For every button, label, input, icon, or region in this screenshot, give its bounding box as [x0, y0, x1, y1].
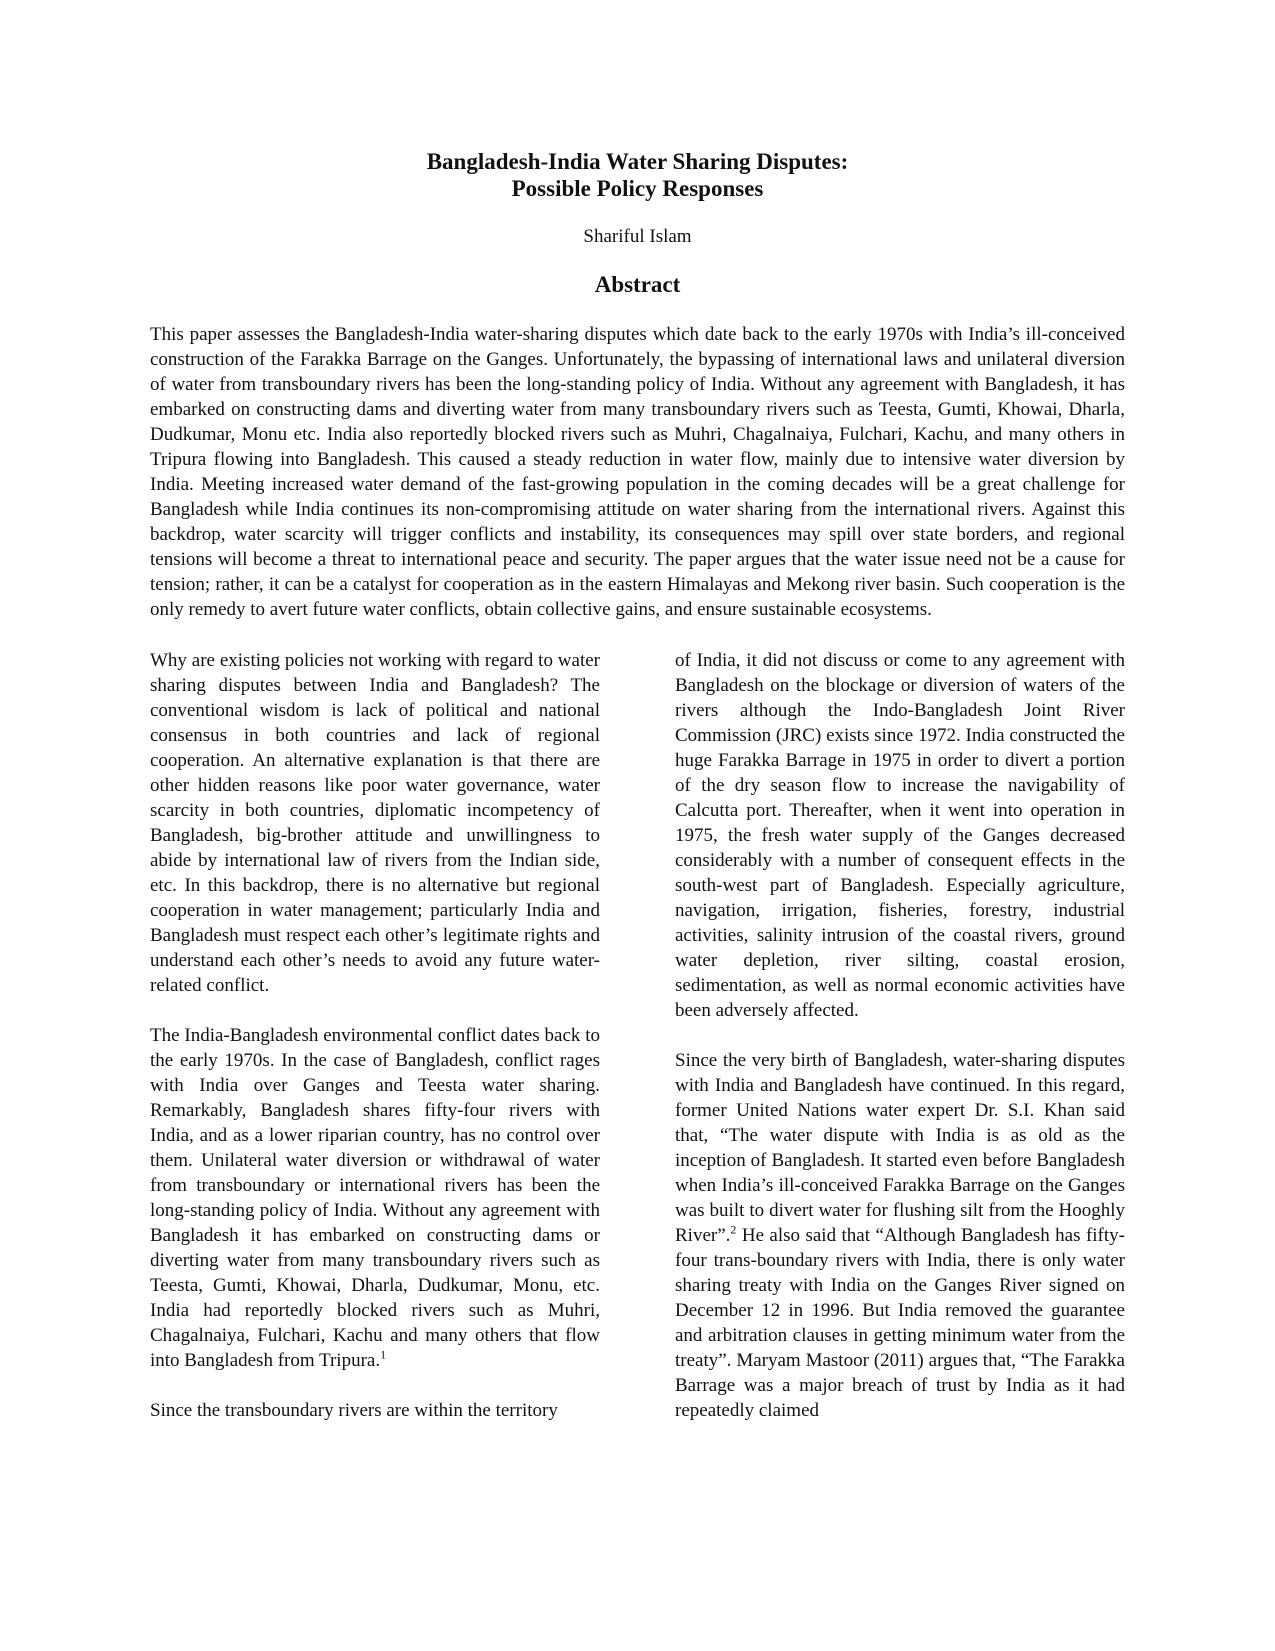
- paper-title: [150, 148, 1125, 202]
- body-columns: [150, 648, 1125, 1448]
- abstract-heading: Abstract: [594, 272, 681, 297]
- right-paragraph-2: [675, 1048, 1125, 1423]
- left-column: [150, 648, 600, 1448]
- right-paragraph-1: of India, it did not discuss or come to any agreement with Bangladesh on the blockage or diversion of waters of the rivers although the Indo-Bangladesh Joint River Commission (JRC) exists since 1972. India constructed the huge Farakka Barrage in 1975 in order to divert a portion of the dry season flow to increase the navigability of Calcutta port. Thereafter, when it went into operation in 1975, the fresh water supply of the Ganges decreased considerably with a number of consequent effects in the south-west part of Bangladesh. Especially agriculture, navigation, irrigation, fisheries, forestry, industrial activities, salinity intrusion of the coastal rivers, ground water depletion, river silting, coastal erosion, sedimentation, as well as normal economic activities have been adversely affected.: [675, 650, 1125, 1021]
- title-line-1: Bangladesh-India Water Sharing Disputes:: [426, 149, 849, 174]
- footnote-marker-2: 2: [730, 1222, 737, 1237]
- right-column: [675, 648, 1125, 1448]
- left-paragraph-3: Since the transboundary rivers are within the territory: [150, 1400, 558, 1421]
- footnote-marker-1: 1: [380, 1347, 387, 1362]
- right-paragraph-2-text-b: He also said that “Although Bangladesh has fifty-four trans-boundary rivers with India, there is only water sharing treaty with India on the Ganges River signed on December 12 in 1996. But India removed the guarantee and arbitration clauses in getting minimum water from the treaty”. Maryam Mastoor (2011) argues that, “The Farakka Barrage was a major breach of trust by India as it had repeatedly claimed: [675, 1225, 1125, 1421]
- title-line-2: Possible Policy Responses: [511, 176, 764, 201]
- author-name: Shariful Islam: [583, 226, 692, 247]
- right-paragraph-2-text-a: Since the very birth of Bangladesh, water-sharing disputes with India and Bangladesh have continued. In this regard, former United Nations water expert Dr. S.I. Khan said that, “The water dispute with India is as old as the inception of Bangladesh. It started even before Bangladesh when India’s ill-conceived Farakka Barrage on the Ganges was built to divert water for flushing silt from the Hooghly River”.: [675, 1050, 1125, 1246]
- left-paragraph-1: Why are existing policies not working with regard to water sharing disputes between India and Bangladesh? The conventional wisdom is lack of political and national consensus in both countries and lack of regional cooperation. An alternative explanation is that there are other hidden reasons like poor water governance, water scarcity in both countries, diplomatic incompetency of Bangladesh, big-brother attitude and unwillingness to abide by international law of rivers from the Indian side, etc. In this backdrop, there is no alternative but regional cooperation in water management; particularly India and Bangladesh must respect each other’s legitimate rights and understand each other’s needs to avoid any future water-related conflict.: [150, 650, 600, 996]
- paper-page: [150, 148, 1125, 1448]
- left-paragraph-2-text: The India-Bangladesh environmental conflict dates back to the early 1970s. In the case of Bangladesh, conflict rages with India over Ganges and Teesta water sharing. Remarkably, Bangladesh shares fifty-four rivers with India, and as a lower riparian country, has no control over them. Unilateral water diversion or withdrawal of water from transboundary or international rivers has been the long-standing policy of India. Without any agreement with Bangladesh it has embarked on constructing dams or diverting water from many transboundary rivers such as Teesta, Gumti, Khowai, Dharla, Dudkumar, Monu, etc. India had reportedly blocked rivers such as Muhri, Chagalnaiya, Fulchari, Kachu and many others that flow into Bangladesh from Tripura.: [150, 1025, 600, 1371]
- left-paragraph-2: [150, 1023, 600, 1373]
- abstract-text: This paper assesses the Bangladesh-India water-sharing disputes which date back to the early 1970s with India’s ill-conceived construction of the Farakka Barrage on the Ganges. Unfortunately, the bypassing of international laws and unilateral diversion of water from transboundary rivers has been the long-standing policy of India. Without any agreement with Bangladesh, it has embarked on constructing dams and diverting water from many transboundary rivers such as Teesta, Gumti, Khowai, Dharla, Dudkumar, Monu etc. India also reportedly blocked rivers such as Muhri, Chagalnaiya, Fulchari, Kachu, and many others in Tripura flowing into Bangladesh. This caused a steady reduction in water flow, mainly due to intensive water diversion by India. Meeting increased water demand of the fast-growing population in the coming decades will be a great challenge for Bangladesh while India continues its non-compromising attitude on water sharing from the international rivers. Against this backdrop, water scarcity will trigger conflicts and instability, its consequences may spill over state borders, and regional tensions will become a threat to international peace and security. The paper argues that the water issue need not be a cause for tension; rather, it can be a catalyst for cooperation as in the eastern Himalayas and Mekong river basin. Such cooperation is the only remedy to avert future water conflicts, obtain collective gains, and ensure sustainable ecosystems.: [150, 324, 1125, 620]
